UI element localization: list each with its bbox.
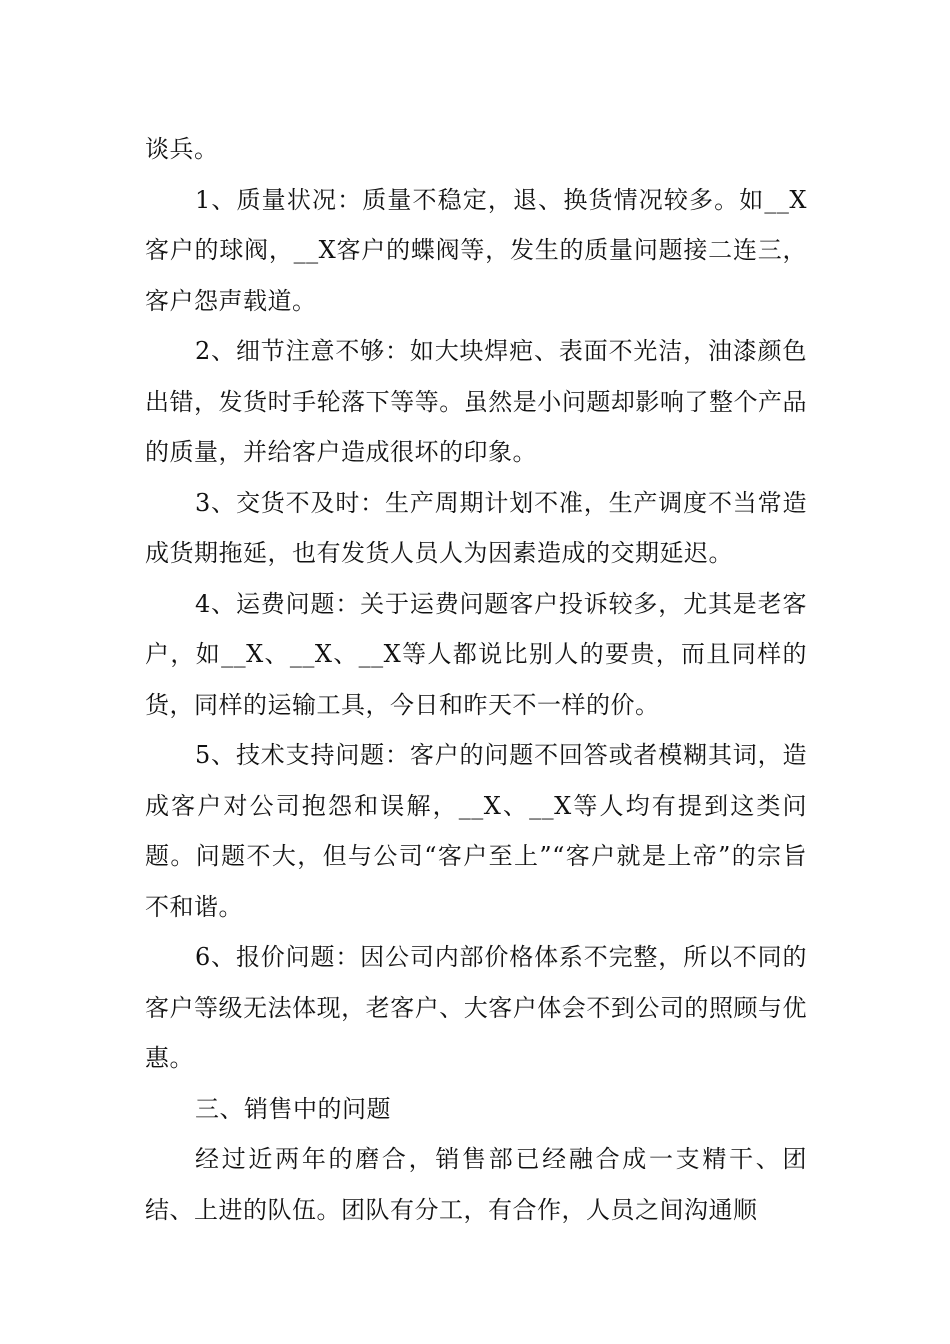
paragraph-quality-status: 1、质量状况：质量不稳定，退、换货情况较多。如__X客户的球阀，__X客户的蝶阀等，发生的质量问题接二连三，客户怨声载道。 — [145, 185, 807, 315]
paragraph-freight-issue: 4、运费问题：关于运费问题客户投诉较多，尤其是老客户，如__X、__X、__X等人都说比别人的要贵，而且同样的货，同样的运输工具，今日和昨天不一样的价。 — [145, 589, 807, 719]
paragraph-detail-attention: 2、细节注意不够：如大块焊疤、表面不光洁，油漆颜色出错，发货时手轮落下等等。虽然是小问题却影响了整个产品的质量，并给客户造成很坏的印象。 — [145, 337, 807, 466]
section-heading-sales-issues: 三、销售中的问题 — [195, 1094, 391, 1123]
paragraph-technical-support: 5、技术支持问题：客户的问题不回答或者模糊其词，造成客户对公司抱怨和误解，__X、__X等人均有提到这类问题。问题不大，但与公司“客户至上”“客户就是上帝”的宗旨不和谐。 — [145, 741, 807, 921]
paragraph-quotation-issue: 6、报价问题：因公司内部价格体系不完整，所以不同的客户等级无法体现，老客户、大客户体会不到公司的照顾与优惠。 — [145, 943, 807, 1072]
paragraph-delivery-delay: 3、交货不及时：生产周期计划不准，生产调度不当常造成货期拖延，也有发货人员人为因素造成的交期延迟。 — [145, 488, 807, 567]
document-body — [145, 124, 807, 1235]
paragraph-continuation: 谈兵。 — [145, 135, 219, 163]
paragraph-sales-team: 经过近两年的磨合，销售部已经融合成一支精干、团结、上进的队伍。团队有分工，有合作，人员之间沟通顺 — [145, 1145, 807, 1224]
